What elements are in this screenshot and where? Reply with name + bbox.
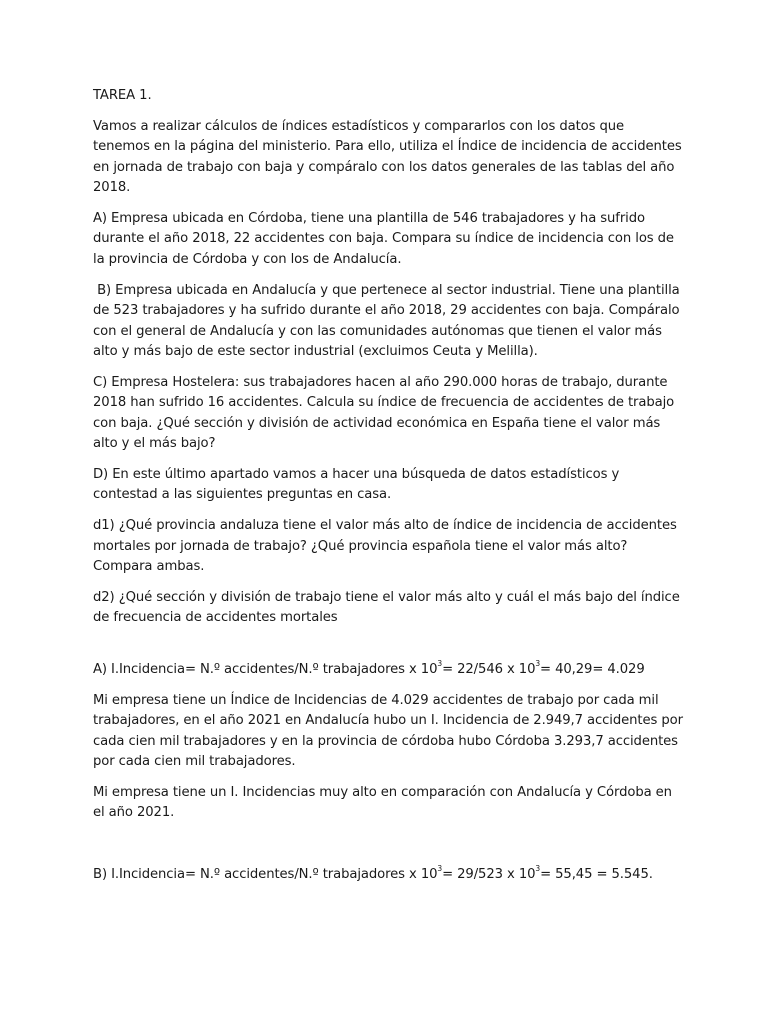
question-b: B) Empresa ubicada en Andalucía y que pertenece al sector industrial. Tiene una plantilla de 523 trabajadores y ha sufrido durante el año 2018, 29 accidentes con baja. Compáralo con el general de Andalucía y con las comunidades autónomas que tienen el valor más alto y más bajo de este sector industrial (excluimos Ceuta y Melilla). bbox=[93, 282, 684, 359]
question-d: D) En este último apartado vamos a hacer una búsqueda de datos estadísticos y contestad a las siguientes preguntas en casa. bbox=[93, 467, 620, 503]
answer-b-formula-part2: = 29/523 x 10 bbox=[442, 866, 536, 882]
answer-a-formula-part3: = 40,29= 4.029 bbox=[540, 661, 645, 677]
answer-a-formula bbox=[93, 660, 683, 680]
answer-b-formula-part1: B) I.Incidencia= N.º accidentes/N.º trabajadores x 10 bbox=[93, 866, 438, 882]
intro-paragraph: Vamos a realizar cálculos de índices estadísticos y compararlos con los datos que tenemos en la página del ministerio. Para ello, utiliza el Índice de incidencia de accidentes en jornada de trabajo con baja y compáralo con los datos generales de las tablas del año 2018. bbox=[93, 118, 682, 196]
answer-a-formula-part2: = 22/546 x 10 bbox=[442, 661, 536, 677]
answer-b-exponent-1: 3 bbox=[437, 864, 443, 874]
answer-b-formula bbox=[93, 865, 683, 885]
document-page bbox=[93, 86, 683, 896]
question-d1: d1) ¿Qué provincia andaluza tiene el valor más alto de índice de incidencia de accidentes mortales por jornada de trabajo? ¿Qué provincia española tiene el valor más alto? Compara ambas. bbox=[93, 518, 677, 575]
answer-b-formula-part3: = 55,45 = 5.545. bbox=[540, 866, 653, 882]
question-a: A) Empresa ubicada en Córdoba, tiene una plantilla de 546 trabajadores y ha sufrido durante el año 2018, 22 accidentes con baja. Compara su índice de incidencia con los de la provincia de Córdoba y con los de Andalucía. bbox=[93, 211, 674, 267]
question-d2: d2) ¿Qué sección y división de trabajo tiene el valor más alto y cuál el más bajo del índice de frecuencia de accidentes mortales bbox=[93, 590, 680, 626]
answer-a-conclusion: Mi empresa tiene un I. Incidencias muy alto en comparación con Andalucía y Córdoba en el año 2021. bbox=[93, 784, 672, 821]
answer-a-exponent-2: 3 bbox=[535, 659, 541, 669]
answer-a-explanation: Mi empresa tiene un Índice de Incidencias de 4.029 accidentes de trabajo por cada mil trabajadores, en el año 2021 en Andalucía hubo un I. Incidencia de 2.949,7 accidentes por cada cien mil trabajadores y en la provincia de córdoba hubo Córdoba 3.293,7 accidentes por cada cien mil trabajadores. bbox=[93, 692, 683, 769]
answer-b-exponent-2: 3 bbox=[535, 864, 541, 874]
question-c: C) Empresa Hostelera: sus trabajadores hacen al año 290.000 horas de trabajo, durante 2018 han sufrido 16 accidentes. Calcula su índice de frecuencia de accidentes de trabajo con baja. ¿Qué sección y división de actividad económica en España tiene el valor más alto y el más bajo? bbox=[93, 374, 675, 452]
answer-a-formula-part1: A) I.Incidencia= N.º accidentes/N.º trabajadores x 10 bbox=[93, 661, 438, 677]
document-title: TAREA 1. bbox=[93, 88, 152, 103]
answer-a-exponent-1: 3 bbox=[437, 659, 443, 669]
